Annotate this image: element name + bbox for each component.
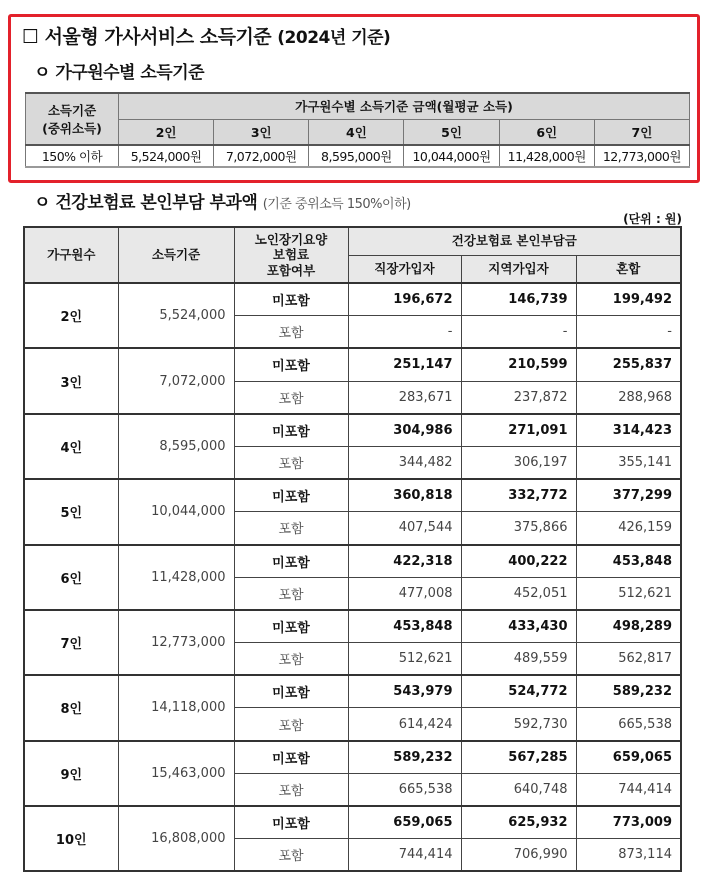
ltc-excluded-label: 미포함 (234, 545, 348, 578)
column-header: 2인 (119, 119, 214, 145)
corner-line2: (중위소득) (42, 121, 102, 136)
premium-value: 524,772 (461, 675, 576, 708)
ltc-included-label: 포함 (234, 512, 348, 545)
ltc-included-label: 포함 (234, 577, 348, 610)
premium-value: 288,968 (576, 381, 681, 414)
bullet-icon: ㅇ (34, 63, 50, 83)
table-row-excl (24, 348, 681, 381)
premium-value: 562,817 (576, 643, 681, 676)
ltc-excluded-label: 미포함 (234, 283, 348, 316)
ltc-included-label: 포함 (234, 316, 348, 349)
ltc-excluded-label: 미포함 (234, 806, 348, 839)
ltc-excluded-label: 미포함 (234, 479, 348, 512)
ltc-included-label: 포함 (234, 643, 348, 676)
ltc-excluded-label: 미포함 (234, 741, 348, 774)
premium-value: 426,159 (576, 512, 681, 545)
header-group: 건강보험료 본인부담금 (348, 227, 681, 255)
premium-value: 332,772 (461, 479, 576, 512)
column-header: 5인 (404, 119, 499, 145)
household-size: 9인 (24, 741, 118, 806)
household-size: 5인 (24, 479, 118, 544)
ltc-line1: 노인장기요양 (254, 231, 328, 247)
premium-value: 477,008 (348, 577, 461, 610)
premium-value: 360,818 (348, 479, 461, 512)
title-sub: (2024년 기준) (277, 28, 391, 48)
premium-value: 375,866 (461, 512, 576, 545)
table-row-excl (24, 610, 681, 643)
household-size: 8인 (24, 675, 118, 740)
corner-header (26, 93, 119, 145)
header-regional: 지역가입자 (461, 255, 576, 283)
premium-value: - (461, 316, 576, 349)
premium-value: - (576, 316, 681, 349)
income-section-title (34, 58, 204, 83)
header-ltc (234, 227, 348, 283)
ltc-line2: 보험료 (272, 247, 310, 263)
page-title (22, 22, 390, 49)
table-row-excl (24, 414, 681, 447)
premium-value: 873,114 (576, 839, 681, 872)
income-value: 16,808,000 (118, 806, 234, 871)
income-value: 10,044,000원 (404, 145, 499, 167)
table-row-excl (24, 675, 681, 708)
insurance-section-title (34, 188, 411, 213)
premium-value: 665,538 (348, 773, 461, 806)
premium-value: 304,986 (348, 414, 461, 447)
household-size: 4인 (24, 414, 118, 479)
section-note: (기준 중위소득 150%이하) (262, 197, 411, 212)
premium-value: 706,990 (461, 839, 576, 872)
ltc-included-label: 포함 (234, 446, 348, 479)
premium-value: 589,232 (576, 675, 681, 708)
premium-value: 422,318 (348, 545, 461, 578)
column-header: 6인 (499, 119, 594, 145)
premium-value: 210,599 (461, 348, 576, 381)
income-value: 11,428,000원 (499, 145, 594, 167)
household-size: 10인 (24, 806, 118, 871)
premium-value: 377,299 (576, 479, 681, 512)
column-header: 3인 (214, 119, 309, 145)
header-income: 소득기준 (118, 227, 234, 283)
premium-value: 255,837 (576, 348, 681, 381)
premium-value: 146,739 (461, 283, 576, 316)
premium-value: 306,197 (461, 446, 576, 479)
premium-value: 251,147 (348, 348, 461, 381)
premium-value: 199,492 (576, 283, 681, 316)
income-value: 7,072,000 (118, 348, 234, 413)
income-value: 5,524,000원 (119, 145, 214, 167)
premium-value: 614,424 (348, 708, 461, 741)
income-value: 7,072,000원 (214, 145, 309, 167)
premium-value: 271,091 (461, 414, 576, 447)
household-size: 3인 (24, 348, 118, 413)
ltc-included-label: 포함 (234, 773, 348, 806)
group-header: 가구원수별 소득기준 금액(월평균 소득) (119, 93, 690, 119)
premium-value: 744,414 (348, 839, 461, 872)
title-main: 서울형 가사서비스 소득기준 (44, 26, 272, 48)
premium-value: 512,621 (576, 577, 681, 610)
premium-value: 744,414 (576, 773, 681, 806)
unit-label: (단위 : 원) (623, 212, 682, 226)
header-household: 가구원수 (24, 227, 118, 283)
premium-value: 314,423 (576, 414, 681, 447)
premium-value: 567,285 (461, 741, 576, 774)
table-row-excl (24, 806, 681, 839)
premium-value: 589,232 (348, 741, 461, 774)
table-row-excl (24, 545, 681, 578)
column-header: 7인 (594, 119, 689, 145)
table-row-excl (24, 283, 681, 316)
ltc-included-label: 포함 (234, 708, 348, 741)
ltc-line3: 포함여부 (266, 262, 316, 278)
income-value: 5,524,000 (118, 283, 234, 348)
income-value: 8,595,000원 (309, 145, 404, 167)
header-employee: 직장가입자 (348, 255, 461, 283)
income-value: 10,044,000 (118, 479, 234, 544)
premium-value: 659,065 (348, 806, 461, 839)
premium-value: 498,289 (576, 610, 681, 643)
household-size: 7인 (24, 610, 118, 675)
premium-value: 433,430 (461, 610, 576, 643)
income-value: 11,428,000 (118, 545, 234, 610)
premium-value: 773,009 (576, 806, 681, 839)
premium-value: 283,671 (348, 381, 461, 414)
premium-value: 400,222 (461, 545, 576, 578)
premium-value: 453,848 (348, 610, 461, 643)
premium-value: 355,141 (576, 446, 681, 479)
ltc-excluded-label: 미포함 (234, 414, 348, 447)
section-title-text: 가구원수별 소득기준 (55, 63, 205, 83)
ltc-excluded-label: 미포함 (234, 675, 348, 708)
premium-value: 665,538 (576, 708, 681, 741)
premium-value: 489,559 (461, 643, 576, 676)
checkbox-icon: ☐ (22, 26, 39, 48)
income-table (25, 92, 690, 168)
premium-value: 512,621 (348, 643, 461, 676)
premium-value: 640,748 (461, 773, 576, 806)
ltc-included-label: 포함 (234, 839, 348, 872)
income-value: 12,773,000원 (594, 145, 689, 167)
premium-value: - (348, 316, 461, 349)
premium-value: 452,051 (461, 577, 576, 610)
household-size: 2인 (24, 283, 118, 348)
premium-value: 407,544 (348, 512, 461, 545)
household-size: 6인 (24, 545, 118, 610)
ltc-included-label: 포함 (234, 381, 348, 414)
income-value: 14,118,000 (118, 675, 234, 740)
table-row-excl (24, 479, 681, 512)
premium-value: 344,482 (348, 446, 461, 479)
premium-value: 592,730 (461, 708, 576, 741)
premium-value: 625,932 (461, 806, 576, 839)
section-title-text: 건강보험료 본인부담 부과액 (55, 193, 258, 213)
insurance-table (23, 226, 682, 872)
table-row-excl (24, 741, 681, 774)
bullet-icon: ㅇ (34, 193, 50, 213)
corner-line1: 소득기준 (47, 103, 97, 118)
column-header: 4인 (309, 119, 404, 145)
premium-value: 453,848 (576, 545, 681, 578)
row-label: 150% 이하 (26, 145, 119, 167)
ltc-excluded-label: 미포함 (234, 610, 348, 643)
premium-value: 196,672 (348, 283, 461, 316)
header-mixed: 혼합 (576, 255, 681, 283)
income-value: 8,595,000 (118, 414, 234, 479)
ltc-excluded-label: 미포함 (234, 348, 348, 381)
premium-value: 659,065 (576, 741, 681, 774)
premium-value: 237,872 (461, 381, 576, 414)
income-value: 15,463,000 (118, 741, 234, 806)
premium-value: 543,979 (348, 675, 461, 708)
income-value: 12,773,000 (118, 610, 234, 675)
